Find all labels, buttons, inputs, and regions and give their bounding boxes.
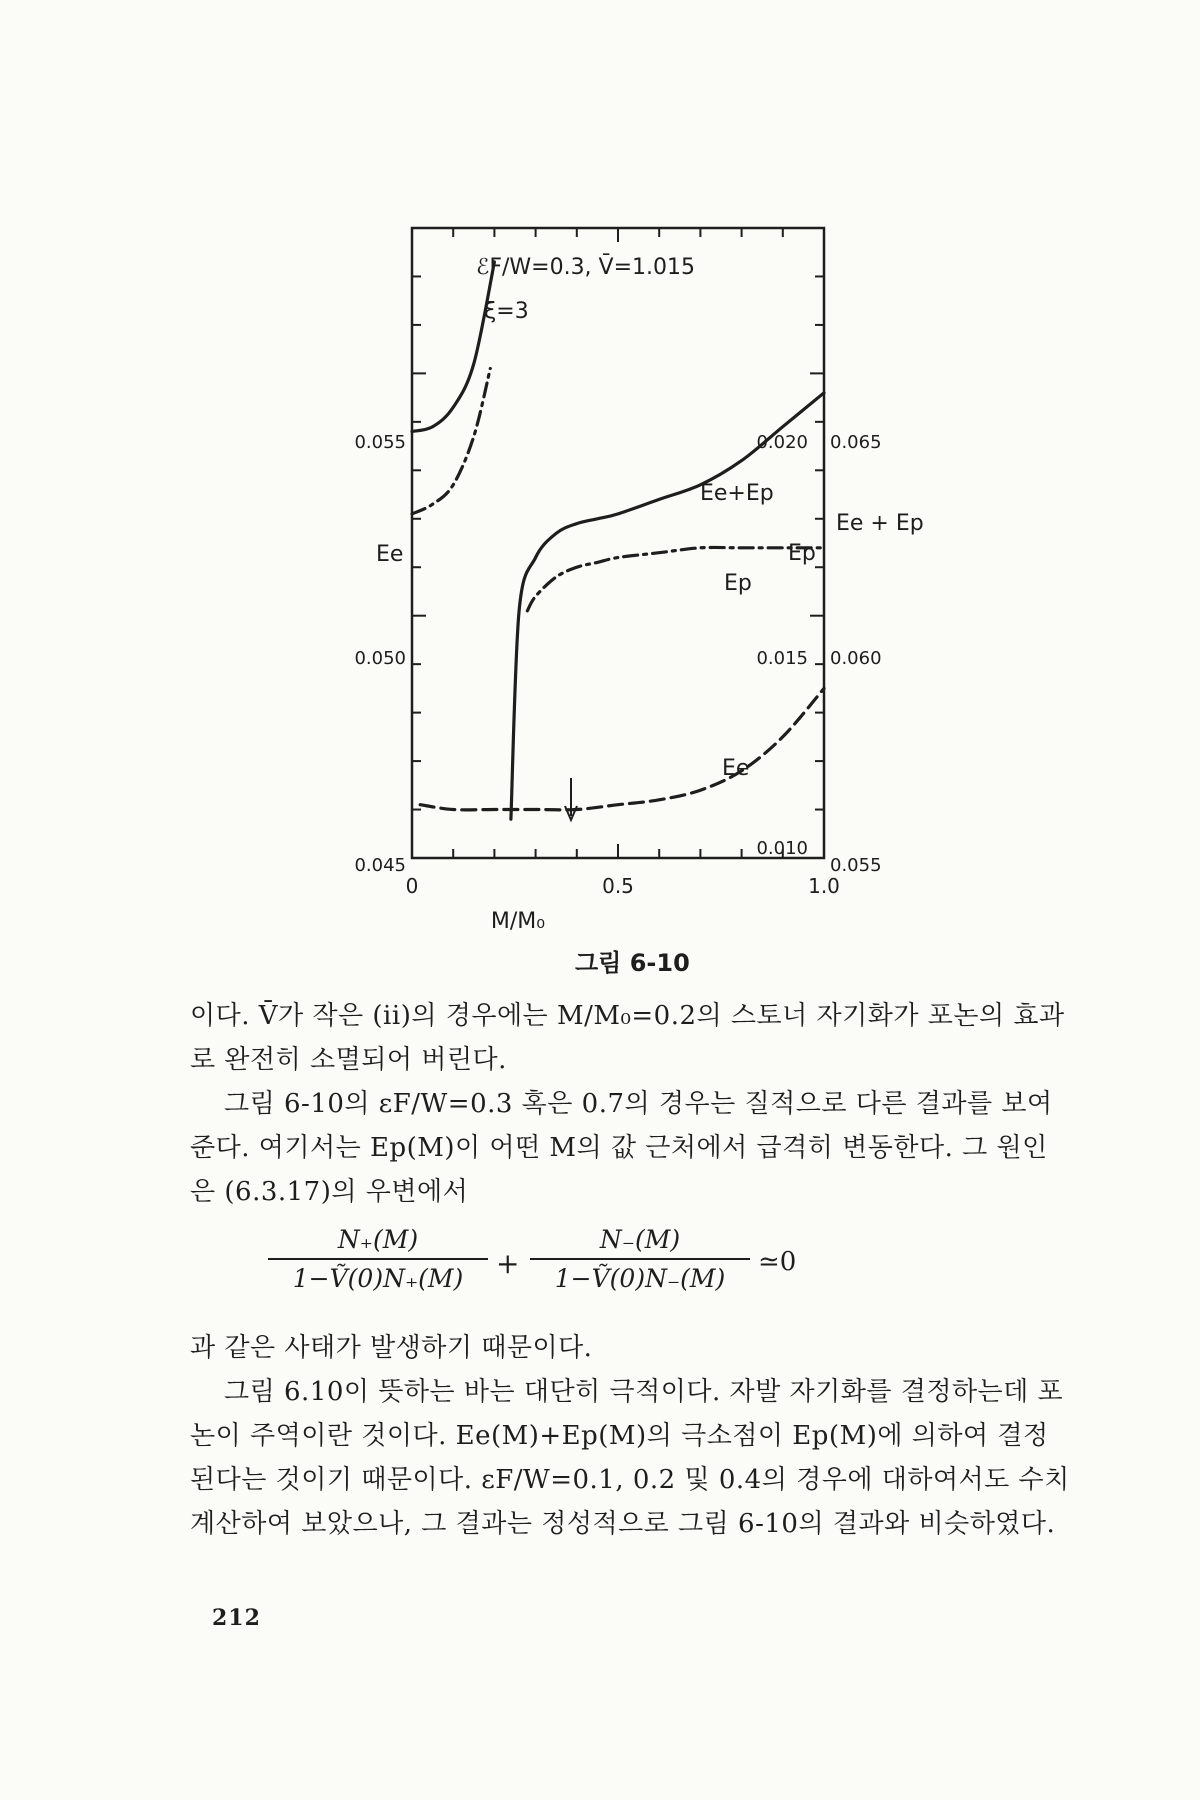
y-inner-right-tick-label: 0.015 — [756, 648, 808, 669]
axis-label-ee-plus-ep-right: Ee + Ep — [836, 511, 924, 536]
plot-frame — [412, 228, 824, 858]
curve-label-ep: Ep — [724, 571, 752, 596]
x-tick-label: 1.0 — [808, 874, 840, 898]
page-number: 212 — [212, 1605, 261, 1631]
x-axis-label: M/M₀ — [490, 909, 546, 934]
parameter-annotation: ℰF/W=0.3, V̄=1.015 — [476, 255, 696, 280]
x-tick-label: 0.5 — [602, 874, 634, 898]
fraction-right — [530, 1225, 750, 1293]
y-outer-right-tick-label: 0.055 — [830, 855, 882, 876]
curve-label-ee-left: Ee — [376, 542, 404, 567]
fraction-numerator: N₊(M) — [337, 1225, 419, 1254]
y-left-tick-label: 0.050 — [354, 648, 406, 669]
y-outer-right-tick-label: 0.060 — [830, 648, 882, 669]
fraction-numerator: N₋(M) — [599, 1225, 681, 1254]
plus-sign: + — [496, 1247, 520, 1280]
y-left-tick-label: 0.045 — [354, 855, 406, 876]
y-inner-right-tick-label: 0.010 — [756, 838, 808, 859]
fraction-denominator: 1−Ṽ(0)N₋(M) — [530, 1258, 750, 1293]
series-line-ee-4 — [420, 688, 824, 809]
curve-label-ep-tick: Ep — [788, 541, 816, 566]
figure-caption: 그림 6-10 — [575, 949, 690, 977]
axis-tick-labels — [354, 432, 881, 898]
paragraph-4: 그림 6.10이 뜻하는 바는 대단히 극적이다. 자발 자기화를 결정하는데 포논이 주역이란 것이다. Ee(M)+Ep(M)의 극소점이 Ep(M)에 의하여 결정된다는 것이기 때문이다. εF/W=0.1, 0.2 및 0.4의 경우에 대하여서도 수치계산하여 보았으나, 그 결과는 정성적으로 그림 6-10의 결과와 비슷하였다. — [190, 1377, 1070, 1539]
equation-rhs: ≃0 — [758, 1247, 797, 1277]
paragraph-2: 그림 6-10의 εF/W=0.3 혹은 0.7의 경우는 질적으로 다른 결과를 보여준다. 여기서는 Ep(M)이 어떤 M의 값 근처에서 급격히 변동한다. 그 원인은 (6.3.17)의 우변에서 — [190, 1089, 1053, 1207]
y-left-tick-label: 0.055 — [354, 432, 406, 453]
fraction-denominator: 1−Ṽ(0)N₊(M) — [268, 1258, 488, 1293]
curves — [412, 262, 824, 819]
axis-ticks — [412, 228, 824, 858]
y-inner-right-tick-label: 0.020 — [756, 432, 808, 453]
paragraph-1: 이다. V̄가 작은 (ii)의 경우에는 M/M₀=0.2의 스토너 자기화가 포논의 효과로 완전히 소멸되어 버린다. — [190, 1001, 1065, 1075]
minimum-arrow — [565, 778, 577, 820]
curve-label-ee-plus-ep: Ee+Ep — [700, 481, 774, 506]
series-line-ep-3 — [527, 547, 824, 610]
paragraph-3: 과 같은 사태가 발생하기 때문이다. — [190, 1333, 593, 1363]
parameter-annotation: ξ=3 — [484, 299, 529, 324]
series-line-ee-plus-ep-2 — [511, 393, 824, 819]
x-tick-label: 0 — [405, 874, 419, 898]
equation — [268, 1225, 828, 1315]
series-line-ep-1 — [412, 369, 490, 514]
curve-label-ee: Ee — [722, 756, 750, 781]
y-outer-right-tick-label: 0.065 — [830, 432, 882, 453]
fraction-left — [268, 1225, 488, 1293]
